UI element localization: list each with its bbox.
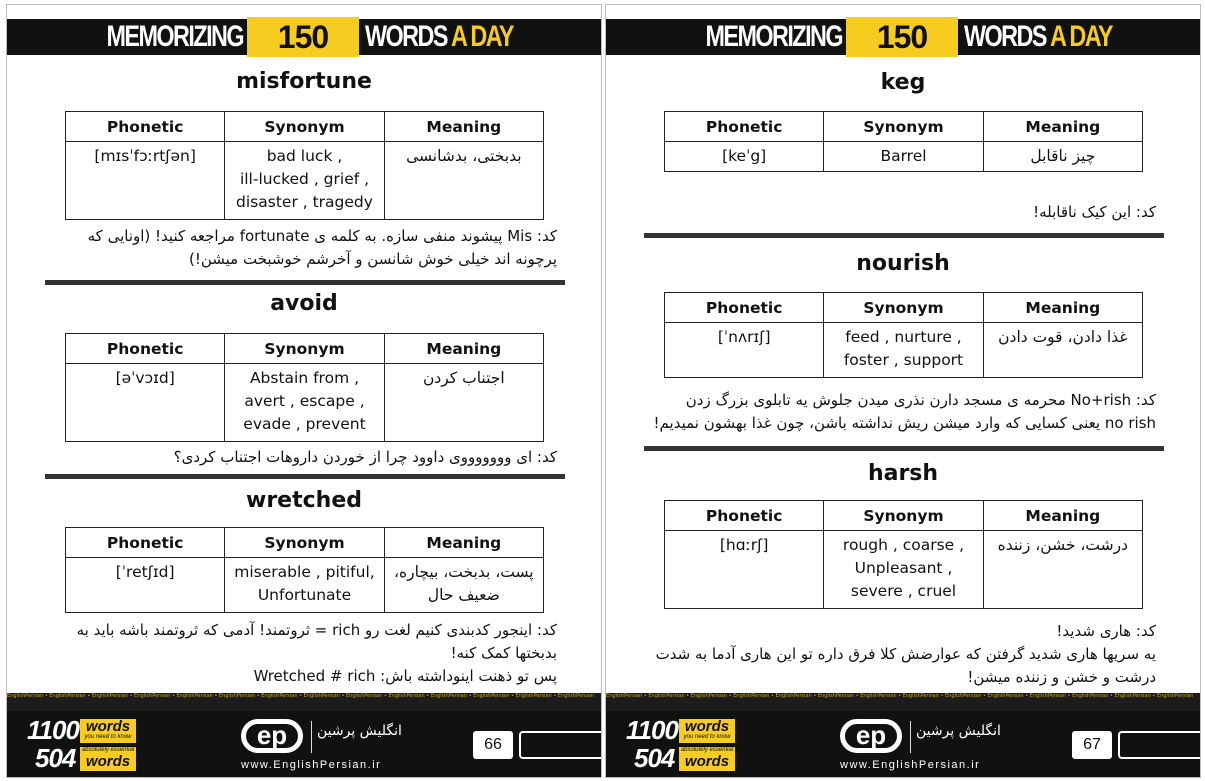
note-line: کد: این کیک ناقابله!: [1033, 203, 1156, 221]
word-table: [664, 292, 1143, 378]
synonym-cell: [225, 558, 384, 613]
badge-big-text: words: [85, 753, 131, 770]
meaning-cell: اجتناب کردن: [384, 364, 543, 442]
col-synonym-header: Synonym: [225, 334, 384, 364]
badge-big-text: words: [684, 718, 730, 735]
footer-pattern-stripe: EnglishPersian • EnglishPersian • EnglishPersian • EnglishPersian • EnglishPersian • EnglishPersian • EnglishPersian • EnglishPersian • EnglishPersian • EnglishPersian • EnglishPersian • EnglishPersian • EnglishPersian • EnglishPersian: [606, 693, 1200, 711]
phonetic-cell: [ˈnʌrɪʃ]: [665, 323, 824, 378]
note-line: یه سریها هاری شدید گرفتن که عوارضش کلا فرق داره تو این هاری آدما به شدت: [655, 645, 1156, 663]
synonym-line: severe , cruel: [850, 582, 957, 600]
col-meaning-header: Meaning: [384, 528, 543, 558]
footer-504: 504: [634, 743, 675, 773]
header-a-day: A DAY: [1049, 20, 1112, 53]
synonym-line: foster , support: [843, 351, 964, 369]
phonetic-cell: [ˈretʃɪd]: [66, 558, 225, 613]
page-footer: [7, 711, 601, 778]
synonym-line: ill-lucked , grief ,: [239, 170, 370, 188]
word-title: harsh: [867, 461, 939, 486]
badge-small-text: absolutely essential: [680, 747, 734, 753]
right-page: [605, 4, 1201, 778]
col-meaning-header: Meaning: [983, 293, 1142, 323]
header-a-day: A DAY: [450, 20, 513, 53]
meaning-cell: غذا دادن، قوت دادن: [983, 323, 1142, 378]
badge-small-text: you need to know: [84, 734, 132, 740]
word-table: [65, 333, 544, 442]
footer-badge-words-top: [80, 719, 136, 743]
col-meaning-header: Meaning: [384, 112, 543, 142]
section-divider: [644, 233, 1164, 238]
mnemonic-note: [57, 446, 557, 469]
ep-logo: ep: [241, 719, 303, 753]
mnemonic-note: [653, 389, 1156, 435]
page-header: [7, 19, 601, 55]
badge-small-text: absolutely essential: [81, 747, 135, 753]
phonetic-cell: [keˈg]: [665, 142, 824, 172]
word-title: avoid: [270, 291, 338, 316]
mnemonic-note: [57, 619, 557, 688]
col-phonetic-header: Phonetic: [665, 501, 824, 531]
brand-name: انگلیش پرشین: [916, 723, 1001, 739]
synonym-line: evade , prevent: [243, 415, 366, 433]
note-line: بدبختها کمک کنه!: [450, 644, 557, 662]
page-number: 66: [473, 731, 513, 759]
col-synonym-header: Synonym: [824, 501, 983, 531]
synonym-cell: [824, 142, 983, 172]
header-words: WORDS: [365, 20, 447, 53]
footer-badge-words-bottom: [80, 747, 136, 771]
meaning-line: ضعیف حال: [427, 586, 500, 604]
synonym-line: rough , coarse ,: [842, 536, 965, 554]
synonym-line: feed , nurture ,: [845, 328, 962, 346]
col-phonetic-header: Phonetic: [665, 112, 824, 142]
page-number-frame: [519, 731, 602, 759]
col-phonetic-header: Phonetic: [66, 334, 225, 364]
page-number: 67: [1072, 731, 1112, 759]
synonym-line: bad luck ,: [266, 147, 343, 165]
col-phonetic-header: Phonetic: [66, 528, 225, 558]
col-synonym-header: Synonym: [824, 112, 983, 142]
page-footer: [606, 711, 1200, 778]
col-meaning-header: Meaning: [983, 501, 1142, 531]
phonetic-cell: [mɪsˈfɔːrtʃən]: [66, 142, 225, 220]
synonym-cell: [824, 323, 983, 378]
header-words-a-day: [365, 19, 513, 55]
note-line: پرچونه اند خیلی خوش شانسن و آخرشم خوشبخت میشن!): [188, 250, 557, 268]
website-url: www.EnglishPersian.ir: [241, 759, 382, 771]
header-number: 150: [247, 17, 359, 57]
header-words: WORDS: [964, 20, 1046, 53]
col-synonym-header: Synonym: [225, 112, 384, 142]
word-table: [664, 111, 1143, 172]
meaning-line: پست، بدبخت، بیچاره،: [394, 563, 534, 581]
meaning-cell: بدبختی، بدشانسی: [384, 142, 543, 220]
col-meaning-header: Meaning: [384, 334, 543, 364]
synonym-line: Barrel: [880, 147, 927, 165]
col-phonetic-header: Phonetic: [665, 293, 824, 323]
synonym-line: miserable , pitiful,: [234, 563, 375, 581]
note-line: درشت و خشن و زننده میشن!: [967, 668, 1156, 686]
note-line: کد: Mis پیشوند منفی سازه. به کلمه ی fortunate مراجعه کنید! (اونایی که: [87, 227, 557, 245]
badge-big-text: words: [85, 718, 131, 735]
word-title: misfortune: [236, 69, 372, 94]
meaning-cell: [384, 558, 543, 613]
left-page: [6, 4, 602, 778]
badge-big-text: words: [684, 753, 730, 770]
phonetic-cell: [hɑːrʃ]: [665, 531, 824, 609]
logo-divider: [910, 721, 911, 753]
synonym-cell: [225, 364, 384, 442]
note-line: پس تو ذهنت اینوداشته باش: Wretched # rich: [253, 667, 557, 685]
word-table: [65, 111, 544, 220]
header-memorizing: MEMORIZING: [106, 20, 243, 53]
word-table: [65, 527, 544, 613]
note-line: کد: ای وووووووی داوود چرا از خوردن داروهات اجتناب کردی؟: [173, 448, 557, 466]
header-number: 150: [846, 17, 958, 57]
website-url: www.EnglishPersian.ir: [840, 759, 981, 771]
synonym-line: disaster , tragedy: [236, 193, 373, 211]
footer-1100: 1100: [626, 715, 678, 745]
note-line: کد: هاری شدید!: [1056, 622, 1156, 640]
footer-504: 504: [35, 743, 76, 773]
col-meaning-header: Meaning: [983, 112, 1142, 142]
synonym-line: Abstain from ,: [249, 369, 360, 387]
note-line: no rish یعنی کسایی که وارد میشن ریش نداشته باشن، چون غذا بهشون نمیدیم!: [653, 414, 1156, 432]
page-number-frame: [1118, 731, 1201, 759]
phonetic-cell: [əˈvɔɪd]: [66, 364, 225, 442]
col-synonym-header: Synonym: [824, 293, 983, 323]
footer-1100: 1100: [27, 715, 79, 745]
meaning-cell: چیز ناقابل: [983, 142, 1142, 172]
footer-pattern-stripe: EnglishPersian • EnglishPersian • EnglishPersian • EnglishPersian • EnglishPersian • EnglishPersian • EnglishPersian • EnglishPersian • EnglishPersian • EnglishPersian • EnglishPersian • EnglishPersian • EnglishPersian • EnglishPersian: [7, 693, 601, 711]
ep-logo: ep: [840, 719, 902, 753]
logo-divider: [311, 721, 312, 753]
col-phonetic-header: Phonetic: [66, 112, 225, 142]
word-title: wretched: [246, 488, 362, 513]
meaning-cell: درشت، خشن، زننده: [983, 531, 1142, 609]
word-table: [664, 500, 1143, 609]
col-synonym-header: Synonym: [225, 528, 384, 558]
note-line: کد: No+rish محرمه ی مسجد دارن نذری میدن جلوش یه تابلوی بزرگ زدن: [685, 391, 1156, 409]
brand-name: انگلیش پرشین: [317, 723, 402, 739]
synonym-cell: [225, 142, 384, 220]
synonym-line: Unfortunate: [257, 586, 352, 604]
header-words-a-day: [964, 19, 1112, 55]
footer-badge-words-top: [679, 719, 735, 743]
synonym-line: avert , escape ,: [244, 392, 365, 410]
synonym-line: Unpleasant ,: [854, 559, 953, 577]
footer-badge-words-bottom: [679, 747, 735, 771]
mnemonic-note: [57, 225, 557, 271]
word-title: keg: [880, 70, 926, 95]
word-title: nourish: [856, 251, 950, 276]
section-divider: [45, 474, 565, 479]
badge-small-text: you need to know: [683, 734, 731, 740]
synonym-cell: [824, 531, 983, 609]
note-line: کد: اینجور کدبندی کنیم لغت رو rich = ثروتمند! آدمی که ثروتمند باشه باید به: [76, 621, 557, 639]
section-divider: [644, 446, 1164, 451]
page-header: [606, 19, 1200, 55]
section-divider: [45, 280, 565, 285]
mnemonic-note: [656, 620, 1156, 689]
header-memorizing: MEMORIZING: [705, 20, 842, 53]
mnemonic-note: [656, 201, 1156, 224]
